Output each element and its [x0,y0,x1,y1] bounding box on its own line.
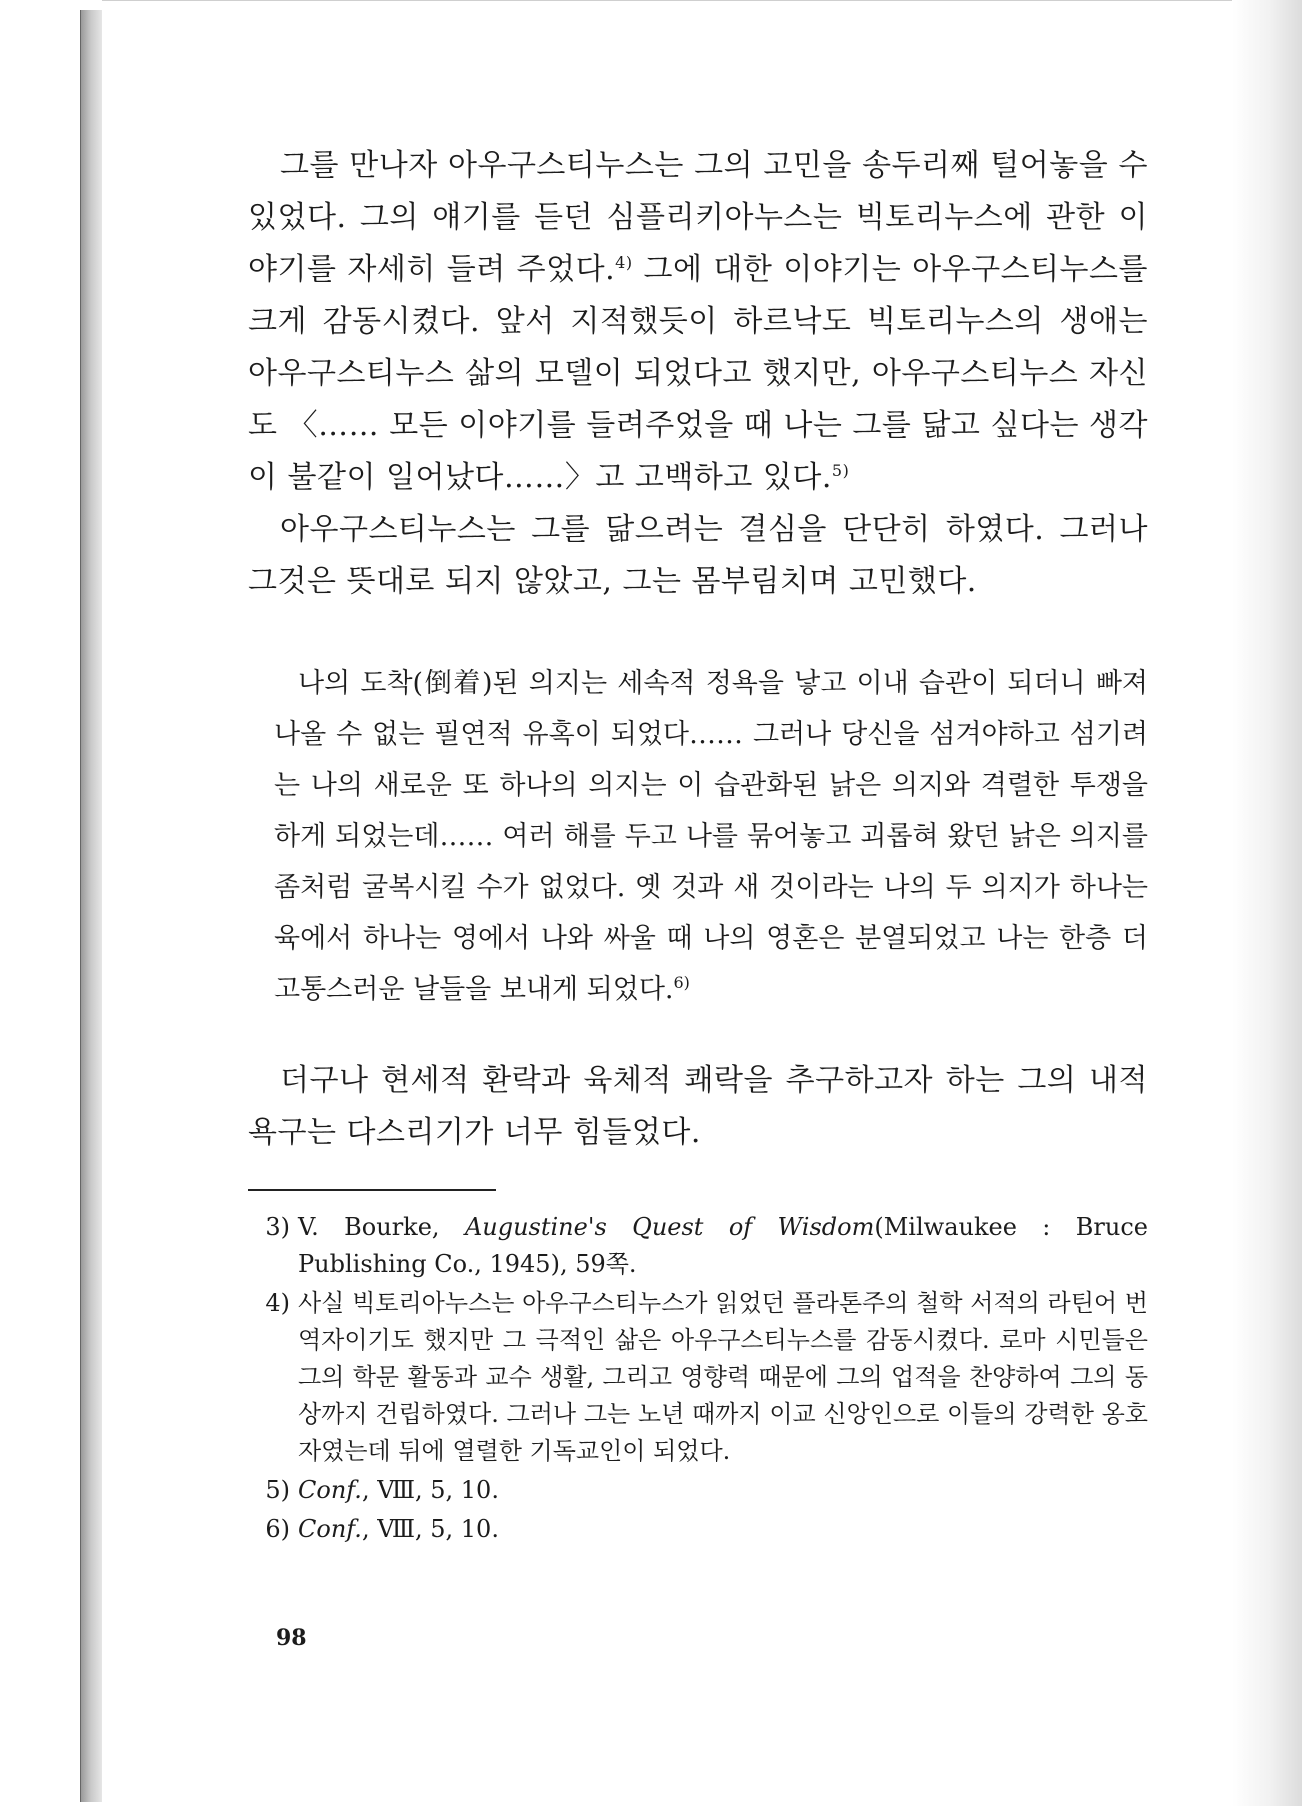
page-content [248,140,1148,1550]
block-quote: 나의 도착(倒着)된 의지는 세속적 정욕을 낳고 이내 습관이 되더니 빠져나올 수 없는 필연적 유혹이 되었다…… 그러나 당신을 섬겨야하고 섬기려는 나의 새로운 또 하나의 의지는 이 습관화된 낡은 의지와 격렬한 투쟁을 하게 되었는데…… 여러 해를 두고 나를 묶어놓고 괴롭혀 왔던 낡은 의지를 좀처럼 굴복시킬 수가 없었다. 옛 것과 새 것이라는 나의 두 의지가 하나는 육에서 하나는 영에서 나와 싸울 때 나의 영혼은 분열되었고 나는 한층 더 고통스러운 날들을 보내게 되었다.$^{6)}$ [274,668,1148,1005]
footnotes [248,1209,1148,1548]
body-paragraph-3: 더구나 현세적 환락과 육체적 쾌락을 추구하고자 하는 그의 내적 욕구는 다스리기가 너무 힘들었다. [248,1063,1148,1150]
footnote-text: Conf., Ⅷ, 5, 10. [298,1515,499,1543]
footnote-5 [248,1472,1148,1509]
body-paragraph-2: 아우구스티누스는 그를 닮으려는 결심을 단단히 하였다. 그러나 그것은 뜻대로 되지 않았고, 그는 몸부림치며 고민했다. [248,512,1148,599]
footnote-number: 4) [265,1289,290,1317]
page-shadow-right [1232,0,1302,1806]
source-title: Conf. [298,1515,362,1543]
book-title: Augustine's Quest of Wisdom [464,1213,875,1241]
footnote-text: V. Bourke, Augustine's Quest of Wisdom(Milwaukee : Bruce Publishing Co., 1945), 59쪽. [298,1213,1148,1278]
footnote-4 [248,1285,1148,1470]
footnote-ref-4: 4) [615,253,633,272]
footnote-number: 6) [265,1515,290,1543]
footnote-3 [248,1209,1148,1283]
page-number: 98 [276,1625,307,1651]
footnote-number: 5) [265,1476,290,1504]
source-title: Conf. [298,1476,362,1504]
body-paragraph-1: 그를 만나자 아우구스티누스는 그의 고민을 송두리째 털어놓을 수 있었다. 그의 얘기를 듣던 심플리키아누스는 빅토리누스에 관한 이야기를 자세히 들려 주었다.$^{4)}$ 그에 대한 이야기는 아우구스티누스를 크게 감동시켰다. 앞서 지적했듯이 하르낙도 빅토리누스의 생애는 아우구스티누스 삶의 모델이 되었다고 했지만, 아우구스티누스 자신도 〈…… 모든 이야기를 들려주었을 때 나는 그를 닮고 싶다는 생각이 불같이 일어났다……〉고 고백하고 있다.$^{5)}$ [248,148,1148,495]
footnote-divider [248,1189,496,1191]
footnote-ref-5: 5) [831,461,850,480]
footnote-text: 사실 빅토리아누스는 아우구스티누스가 읽었던 플라톤주의 철학 서적의 라틴어 번역자이기도 했지만 그 극적인 삶은 아우구스티누스를 감동시켰다. 로마 시민들은 그의 학문 활동과 교수 생활, 그리고 영향력 때문에 그의 업적을 찬양하여 그의 동상까지 건립하였다. 그러나 그는 노년 때까지 이교 신앙인으로 이들의 강력한 옹호자였는데 뒤에 열렬한 기독교인이 되었다. [298,1289,1148,1465]
footnote-number: 3) [265,1213,290,1241]
footnote-6 [248,1511,1148,1548]
footnote-ref-6: 6) [673,973,690,992]
footnote-text: Conf., Ⅷ, 5, 10. [298,1476,499,1504]
book-spine-edge [80,10,103,1802]
